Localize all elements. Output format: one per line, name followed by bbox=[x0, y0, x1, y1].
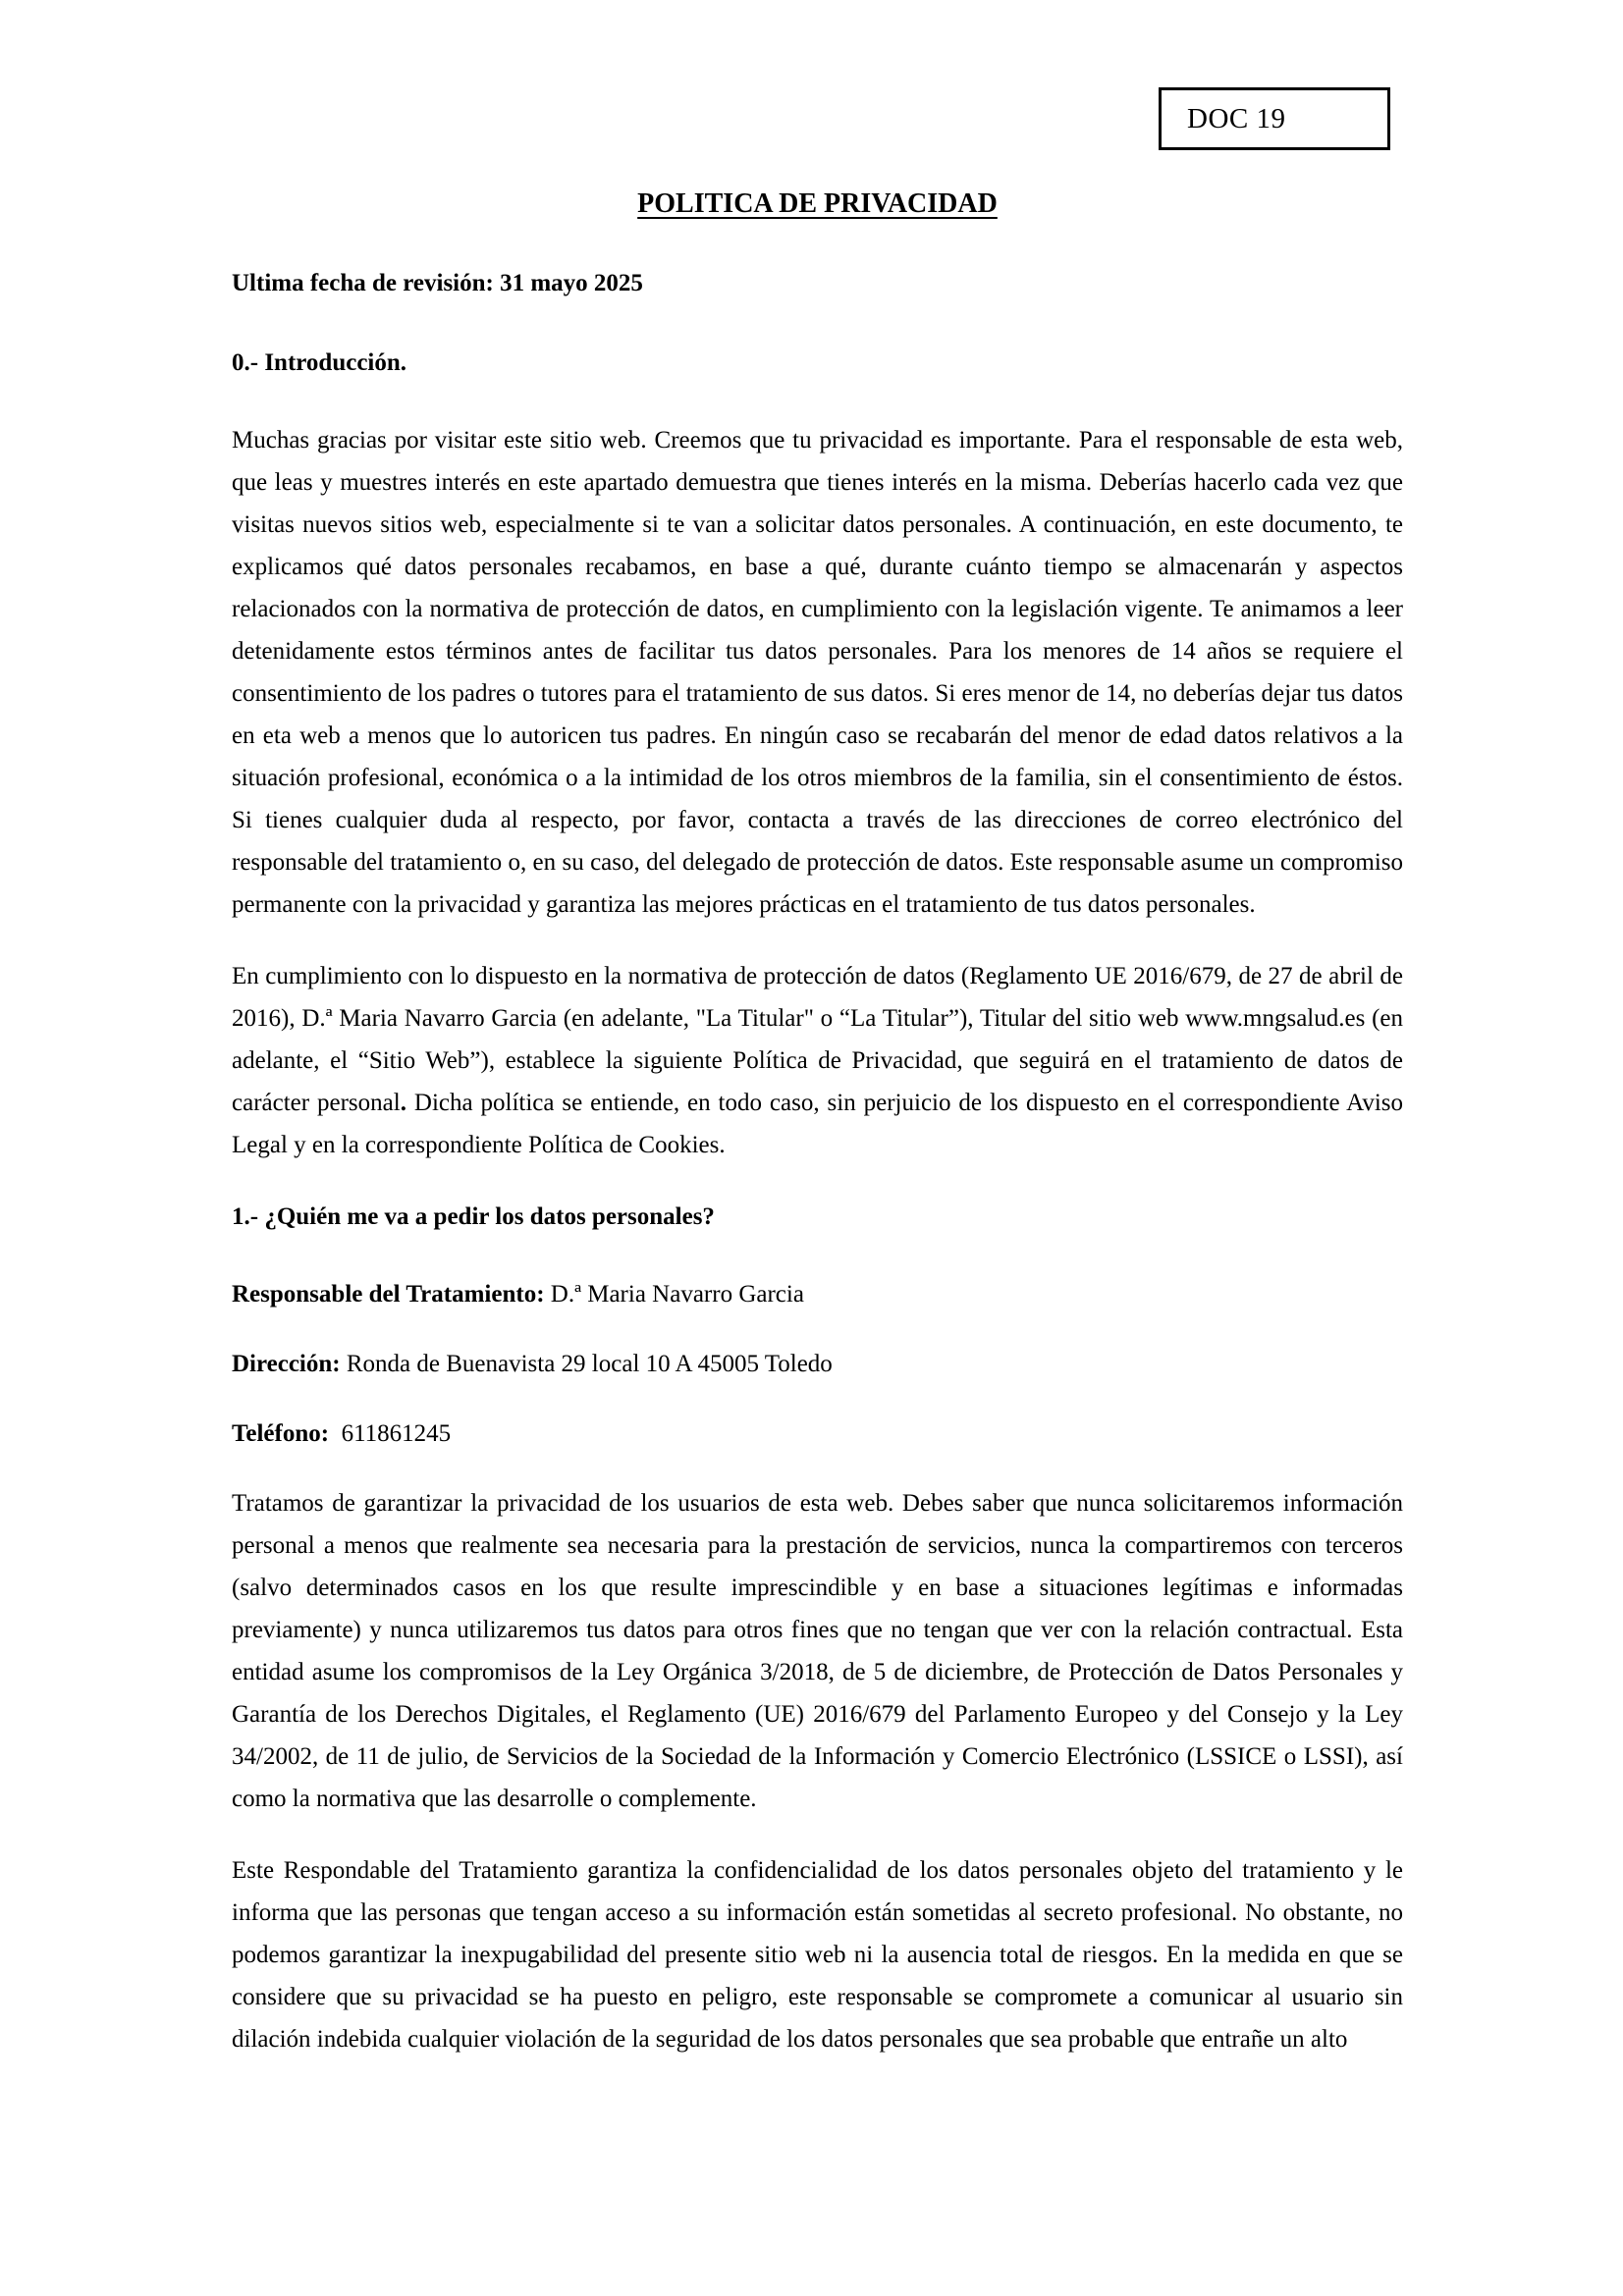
intro-paragraph-1: Muchas gracias por visitar este sitio web. Creemos que tu privacidad es importante. Para el responsable de esta web, que leas y muestres interés en este apartado demuestra que tienes interés en la misma. Deberías hacerlo cada vez que visitas nuevos sitios web, especialmente si te van a solicitar datos personales. A continuación, en este documento, te explicamos qué datos personales recabamos, en base a qué, durante cuánto tiempo se almacenarán y aspectos relacionados con la normativa de protección de datos, en cumplimiento con la legislación vigente. Te animamos a leer detenidamente estos términos antes de facilitar tus datos personales. Para los menores de 14 años se requiere el consentimiento de los padres o tutores para el tratamiento de sus datos. Si eres menor de 14, no deberías dejar tus datos en eta web a menos que lo autoricen tus padres. En ningún caso se recabarán del menor de edad datos relativos a la situación profesional, económica o a la intimidad de los otros miembros de la familia, sin el consentimiento de éstos. Si tienes cualquier duda al respecto, por favor, contacta a través de las direcciones de correo electrónico del responsable del tratamiento o, en su caso, del delegado de protección de datos. Este responsable asume un compromiso permanente con la privacidad y garantiza las mejores prácticas en el tratamiento de tus datos personales. bbox=[232, 427, 1403, 918]
intro-paragraph-2-text-cont: Dicha política se entiende, en todo caso, sin perjuicio de los dispuesto en el correspondiente Aviso Legal y en la correspondiente Política de Cookies. bbox=[232, 1090, 1404, 1158]
field-telefono bbox=[232, 1413, 1403, 1455]
who-paragraph-2: Este Respondable del Tratamiento garantiza la confidencialidad de los datos personales objeto del tratamiento y le informa que las personas que tengan acceso a su información están sometidas al secreto profesional. No obstante, no podemos garantizar la inexpugabilidad del presente sitio web ni la ausencia total de riesgos. En la medida en que se considere que su privacidad se ha puesto en peligro, este responsable se compromete a comunicar al usuario sin dilación indebida cualquier violación de la seguridad de los datos personales que sea probable que entrañe un alto bbox=[232, 1857, 1403, 2053]
field-responsable-label: Responsable del Tratamiento: bbox=[232, 1281, 545, 1308]
field-responsable-value: D.ª Maria Navarro Garcia bbox=[550, 1281, 804, 1308]
field-direccion-label: Dirección: bbox=[232, 1351, 341, 1377]
doc-label: DOC 19 bbox=[1187, 102, 1286, 134]
section-heading-introduccion: 0.- Introducción. bbox=[232, 349, 407, 376]
field-telefono-value: 611861245 bbox=[341, 1420, 452, 1447]
page-title: POLITICA DE PRIVACIDAD bbox=[637, 188, 998, 219]
intro-paragraph-2-bold-period: . bbox=[400, 1090, 406, 1116]
revision-line bbox=[232, 262, 1403, 304]
field-direccion-value: Ronda de Buenavista 29 local 10 A 45005 Toledo bbox=[346, 1351, 833, 1377]
revision-label: Ultima fecha de revisión: bbox=[232, 270, 494, 296]
field-responsable bbox=[232, 1273, 1403, 1315]
doc-label-box bbox=[1159, 87, 1390, 150]
document-content bbox=[232, 183, 1403, 2090]
revision-date: 31 mayo 2025 bbox=[500, 270, 643, 296]
field-direccion bbox=[232, 1343, 1403, 1385]
intro-paragraph-2-text: En cumplimiento con lo dispuesto en la normativa de protección de datos (Reglamento UE 2016/679, de 27 de abril de 2016), D.ª Maria Navarro Garcia (en adelante, "La Titular" o “La Titular”), Titular del sitio web www.mngsalud.es (en adelante, el “Sitio Web”), establece la siguiente Política de Privacidad, que seguirá en el tratamiento de datos de carácter personal bbox=[232, 963, 1403, 1116]
field-telefono-label: Teléfono: bbox=[232, 1420, 330, 1447]
who-paragraph-1: Tratamos de garantizar la privacidad de los usuarios de esta web. Debes saber que nunca solicitaremos información personal a menos que realmente sea necesaria para la prestación de servicios, nunca la compartiremos con terceros (salvo determinados casos en los que resulte imprescindible y en base a situaciones legítimas e informadas previamente) y nunca utilizaremos tus datos para otros fines que no tengan que ver con la relación contractual. Esta entidad asume los compromisos de la Ley Orgánica 3/2018, de 5 de diciembre, de Protección de Datos Personales y Garantía de los Derechos Digitales, el Reglamento (UE) 2016/679 del Parlamento Europeo y del Consejo y la Ley 34/2002, de 11 de julio, de Servicios de la Sociedad de la Información y Comercio Electrónico (LSSICE o LSSI), así como la normativa que las desarrolle o complemente. bbox=[232, 1490, 1403, 1812]
section-heading-quien: 1.- ¿Quién me va a pedir los datos personales? bbox=[232, 1203, 715, 1230]
intro-paragraph-2 bbox=[232, 955, 1403, 1166]
